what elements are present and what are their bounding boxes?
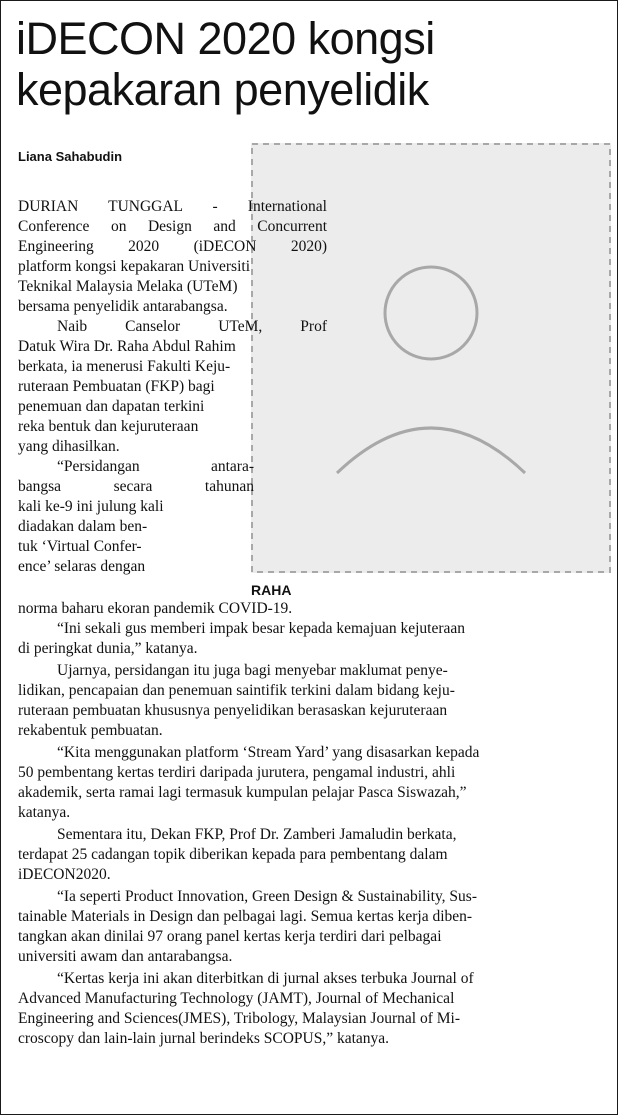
- body-line: bersama penyelidik antarabangsa.: [18, 298, 228, 315]
- body-line: di peringkat dunia,” katanya.: [18, 640, 198, 657]
- body-line: “Ia seperti Product Innovation, Green Design & Sustainability, Sus-: [57, 888, 477, 905]
- body-line: lidikan, pencapaian dan penemuan saintifik terkini dalam bidang keju-: [18, 682, 455, 699]
- body-line: 50 pembentang kertas terdiri daripada jurutera, pengamal industri, ahli: [18, 764, 456, 781]
- byline: Liana Sahabudin: [18, 149, 123, 164]
- body-line: norma baharu ekoran pandemik COVID-19.: [18, 600, 293, 617]
- headline: [16, 13, 606, 115]
- body-line: rekabentuk pembuatan.: [18, 722, 163, 739]
- body-line: iDECON2020.: [18, 866, 111, 883]
- body-line: ruteraan Pembuatan (FKP) bagi: [18, 378, 215, 395]
- body-line: tangkan akan dinilai 97 orang panel kertas kerja terdiri dari pelbagai: [18, 928, 442, 945]
- body-line: Engineering and Sciences(JMES), Tribology, Malaysian Journal of Mi-: [18, 1010, 460, 1027]
- body-line: universiti awam dan antarabangsa.: [18, 948, 233, 965]
- body-line: penemuan dan dapatan terkini: [18, 398, 205, 415]
- body-line: ence’ selaras dengan: [18, 558, 146, 575]
- body-line: Teknikal Malaysia Melaka (UTeM): [18, 278, 238, 295]
- body-line: diadakan dalam ben-: [18, 518, 148, 535]
- body-line: “Kertas kerja ini akan diterbitkan di jurnal akses terbuka Journal of: [57, 970, 474, 987]
- body-line: croscopy dan lain-lain jurnal berindeks SCOPUS,” katanya.: [18, 1030, 390, 1047]
- body-line: berkata, ia menerusi Fakulti Keju-: [18, 358, 231, 375]
- body-line: Sementara itu, Dekan FKP, Prof Dr. Zamberi Jamaludin berkata,: [57, 826, 457, 843]
- body-line: Naib Canselor UTeM, Prof: [57, 318, 327, 335]
- body-line: tainable Materials in Design dan pelbagai lagi. Semua kertas kerja diben-: [18, 908, 473, 925]
- body-line: Conference on Design and Concurrent: [18, 218, 327, 235]
- body-line: akademik, serta ramai lagi termasuk kumpulan pelajar Pasca Siswazah,”: [18, 784, 467, 801]
- body-line: yang dihasilkan.: [18, 438, 120, 455]
- body-line: kali ke-9 ini julung kali: [18, 498, 164, 515]
- body-line: DURIAN TUNGGAL - International: [18, 198, 327, 215]
- body-line: katanya.: [18, 804, 71, 821]
- body-line: tuk ‘Virtual Confer-: [18, 538, 142, 555]
- body-line: reka bentuk dan kejuruteraan: [18, 418, 199, 435]
- body-line: Engineering 2020 (iDECON 2020): [18, 238, 327, 255]
- body-line: ruteraan pembuatan khususnya penyelidikan berasaskan kejuruteraan: [18, 702, 448, 719]
- body-line: “Ini sekali gus memberi impak besar kepada kemajuan kejuteraan: [57, 620, 466, 637]
- body-line: platform kongsi kepakaran Universiti: [18, 258, 251, 275]
- body-line: terdapat 25 cadangan topik diberikan kepada para pembentang dalam: [18, 846, 448, 863]
- photo-caption: RAHA: [251, 582, 292, 598]
- body-line: Datuk Wira Dr. Raha Abdul Rahim: [18, 338, 236, 355]
- headline-line: kepakaran penyelidik: [16, 64, 429, 115]
- headline-line: iDECON 2020 kongsi: [16, 13, 435, 64]
- body-line: “Kita menggunakan platform ‘Stream Yard’ yang disasarkan kepada: [57, 744, 480, 761]
- body-line: Ujarnya, persidangan itu juga bagi menyebar maklumat penye-: [57, 662, 448, 679]
- body-line: “Persidangan antara-: [57, 458, 254, 475]
- body-line: bangsa secara tahunan: [18, 478, 254, 495]
- body-line: Advanced Manufacturing Technology (JAMT), Journal of Mechanical: [18, 990, 455, 1007]
